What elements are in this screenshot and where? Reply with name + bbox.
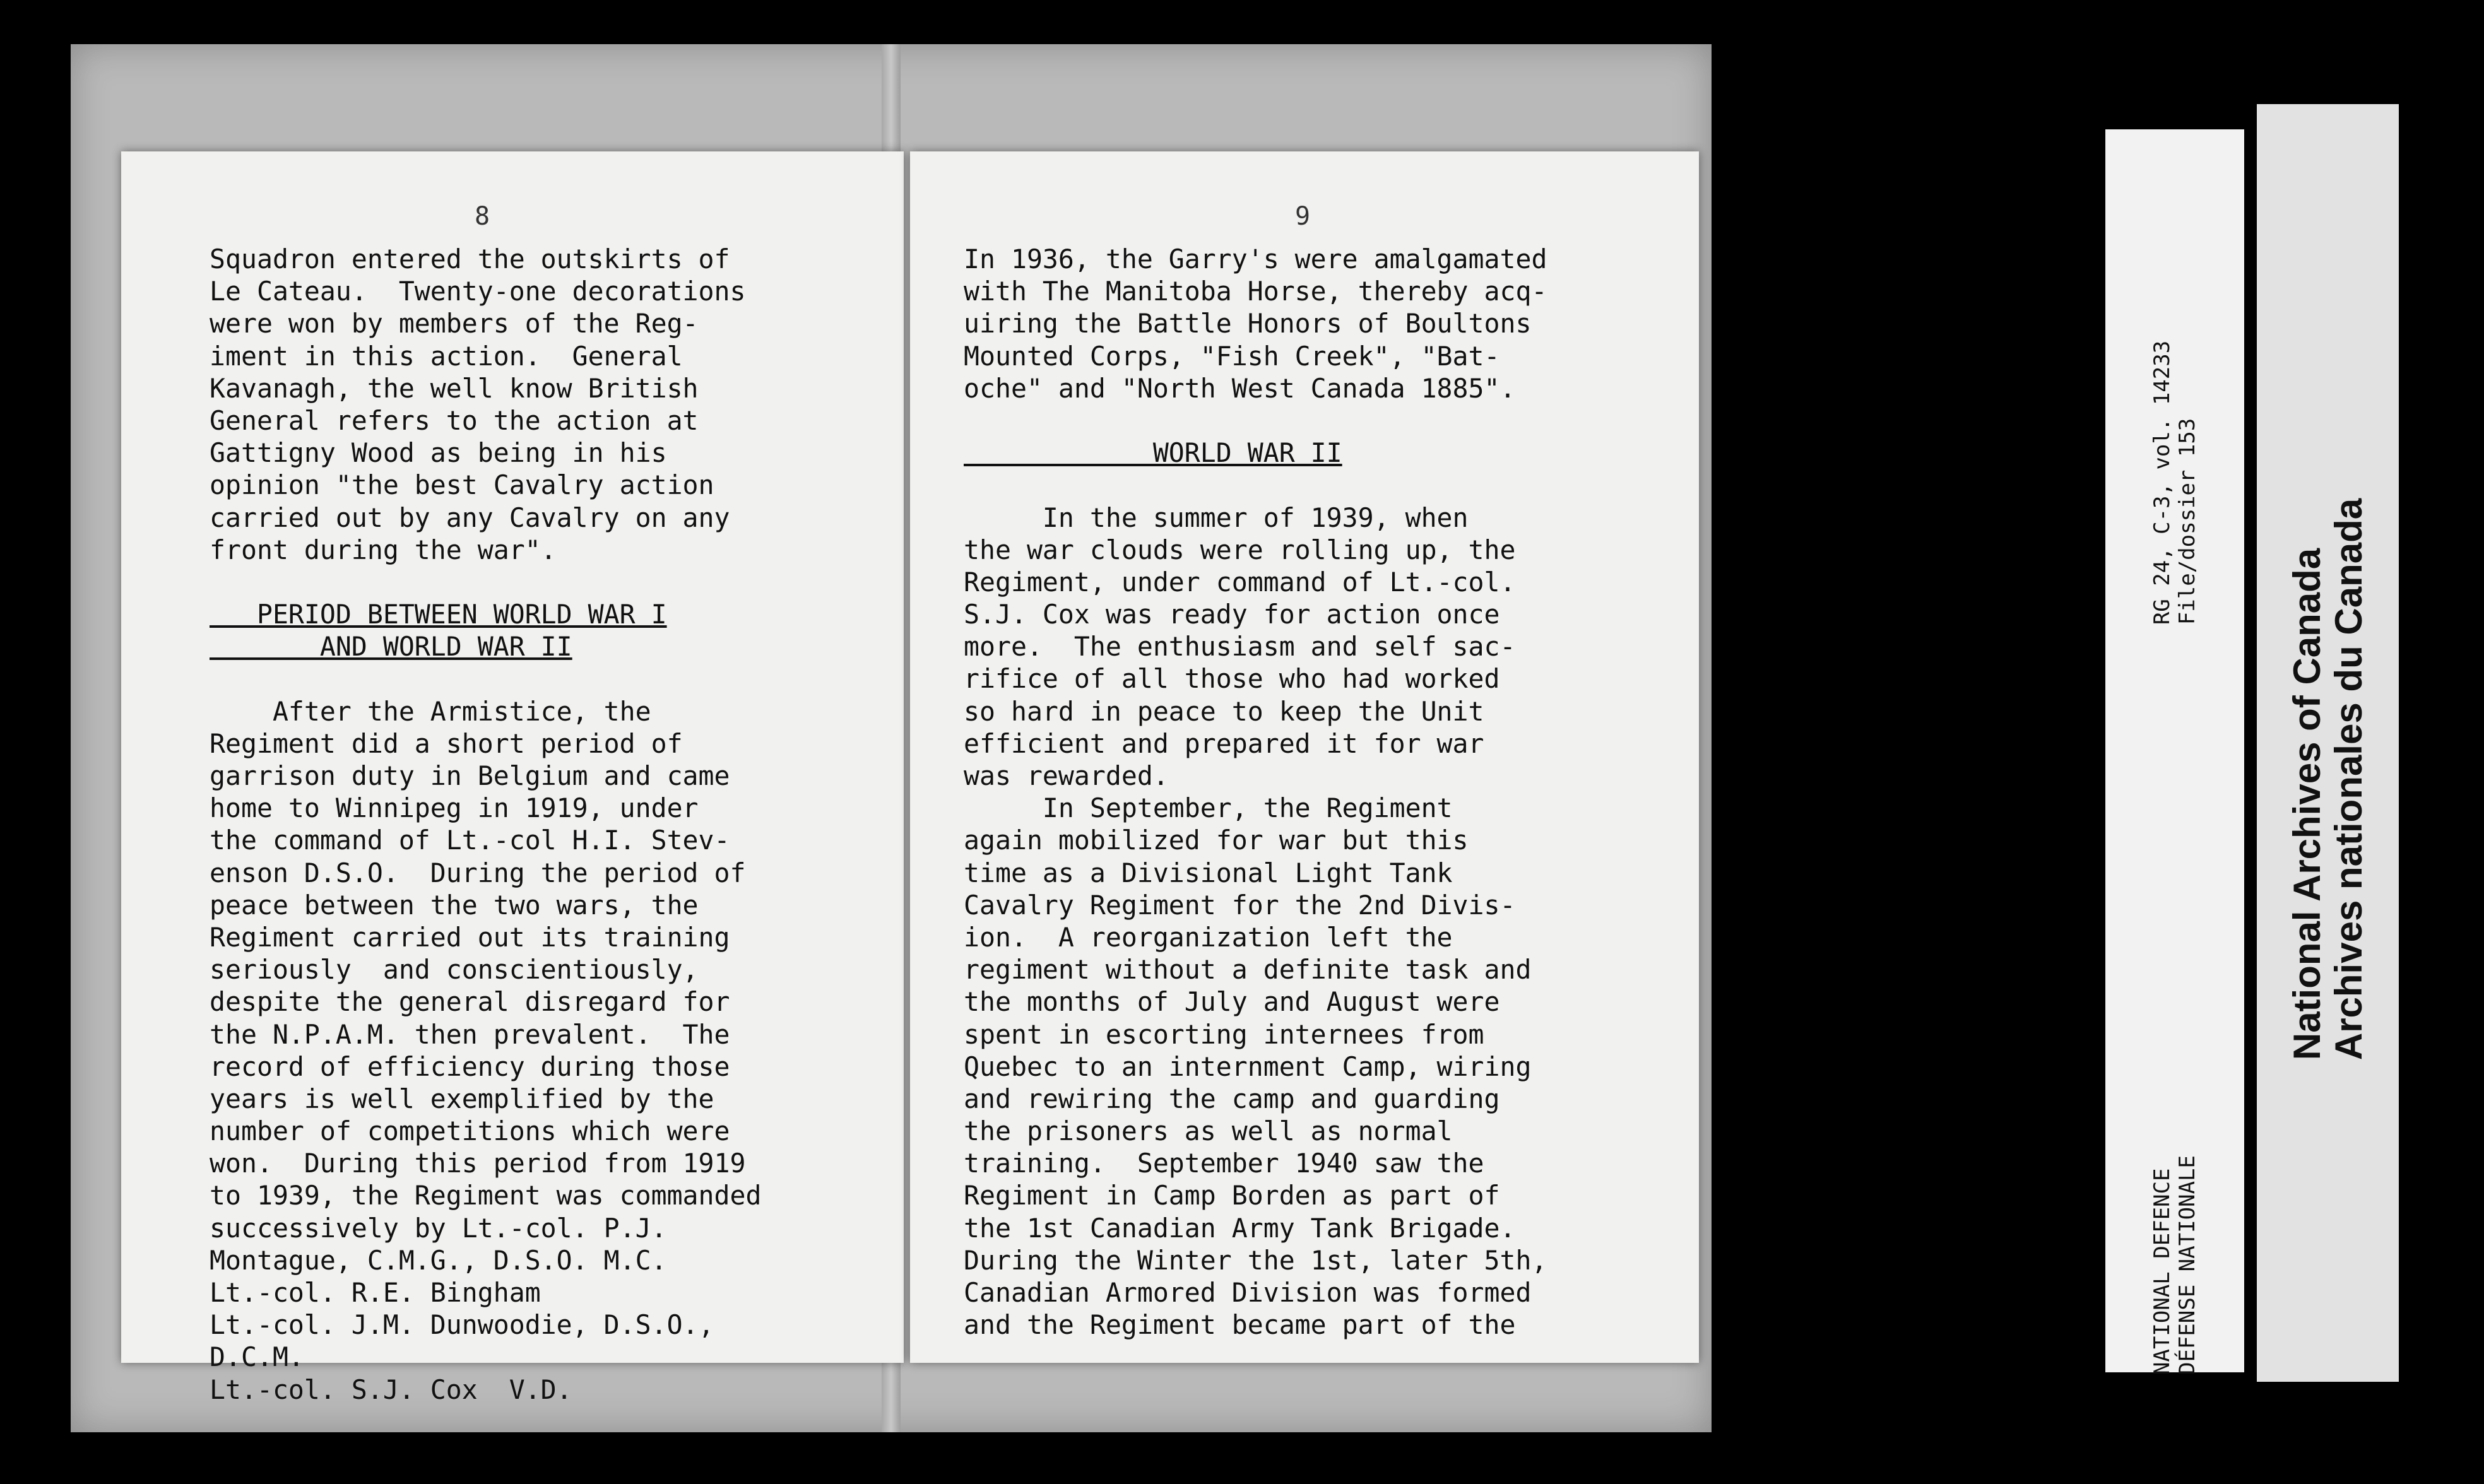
text-line: was rewarded. [964,760,1169,791]
text-line: In the summer of 1939, when [964,502,1469,533]
text-line: After the Armistice, the [210,695,651,727]
mounting-board [71,44,1712,1432]
text-line [210,662,891,695]
text-line: the prisoners as well as normal [964,1116,1453,1147]
section-heading: PERIOD BETWEEN WORLD WAR I [210,599,667,630]
text-line: D.C.M. [210,1341,304,1373]
text-line: the N.P.A.M. then prevalent. The [210,1018,730,1050]
text-line: record of efficiency during those [210,1051,730,1082]
section-heading: AND WORLD WAR II [210,631,572,662]
text-line: iment in this action. General [210,340,683,372]
text-line: Regiment carried out its training [210,921,730,953]
text-line: Montague, C.M.G., D.S.O. M.C. [210,1244,667,1276]
text-line: regiment without a definite task and [964,954,1532,986]
right-page-number: 9 [1295,202,1311,231]
text-line: successively by Lt.-col. P.J. [210,1212,667,1244]
text-line: Regiment, under command of Lt.-col. [964,566,1516,598]
section-heading: WORLD WAR II [964,437,1342,469]
text-line: enson D.S.O. During the period of [210,857,746,888]
left-page [121,151,904,1405]
text-line: peace between the two wars, the [210,889,699,921]
left-page-number: 8 [475,202,490,231]
text-line: Squadron entered the outskirts of [210,244,730,274]
text-line: opinion "the best Cavalry action [210,469,714,501]
text-line: In 1936, the Garry's were amalgamated [964,244,1547,274]
text-line: Gattigny Wood as being in his [210,437,667,469]
text-line: seriously and conscientiously, [210,954,699,986]
text-line: Lt.-col. J.M. Dunwoodie, D.S.O., [210,1309,714,1341]
text-line: Mounted Corps, "Fish Creek", "Bat- [964,340,1500,372]
text-line: home to Winnipeg in 1919, under [210,792,699,824]
text-line: Lt.-col. R.E. Bingham [210,1277,541,1308]
text-line: Kavanagh, the well know British [210,372,699,404]
text-line: and rewiring the camp and guarding [964,1083,1500,1114]
text-line: carried out by any Cavalry on any [210,502,730,533]
text-line: Regiment did a short period of [210,727,683,759]
archive-name-fr: Archives nationales du Canada [2327,498,2370,1061]
text-line [964,469,1689,501]
text-line: and the Regiment became part of the [964,1309,1516,1341]
archive-name-en: National Archives of Canada [2285,548,2328,1061]
text-line: training. September 1940 saw the [964,1148,1484,1179]
text-line: Quebec to an internment Camp, wiring [964,1051,1532,1082]
text-line: oche" and "North West Canada 1885". [964,372,1516,404]
text-line: front during the war". [210,534,557,565]
right-page [910,151,1699,1363]
reference-strip [2105,129,2244,1375]
right-page-text [964,243,1689,1341]
text-line: won. During this period from 1919 [210,1148,746,1179]
text-line: more. The enthusiasm and self sac- [964,631,1516,662]
text-line: Lt.-col. S.J. Cox V.D. [210,1374,572,1405]
text-line: During the Winter the 1st, later 5th, [964,1244,1547,1276]
text-line: spent in escorting internees from [964,1018,1484,1050]
text-line: the 1st Canadian Army Tank Brigade. [964,1212,1516,1244]
text-line: the command of Lt.-col H.I. Stev- [210,825,730,856]
text-line: efficient and prepared it for war [964,727,1484,759]
text-line: uiring the Battle Honors of Boultons [964,308,1532,339]
text-line: despite the general disregard for [210,986,730,1018]
text-line: so hard in peace to keep the Unit [964,695,1484,727]
left-page-text [210,243,891,1406]
text-line: the war clouds were rolling up, the [964,534,1516,565]
text-line: again mobilized for war but this [964,825,1469,856]
text-line: General refers to the action at [210,404,699,436]
text-line: time as a Divisional Light Tank [964,857,1453,888]
text-line: ion. A reorganization left the [964,921,1453,953]
record-group-ref: RG 24, C-3, vol. 14233 [2150,340,2175,625]
department-en: NATIONAL DEFENCE [2150,1168,2175,1375]
archive-strip [2257,104,2399,1382]
text-line: Le Cateau. Twenty-one decorations [210,276,746,307]
text-line: S.J. Cox was ready for action once [964,599,1500,630]
text-line: Regiment in Camp Borden as part of [964,1180,1500,1211]
department-fr: DÉFENSE NATIONALE [2175,1155,2200,1375]
text-line [964,404,1689,437]
text-line: rifice of all those who had worked [964,663,1500,695]
text-line: garrison duty in Belgium and came [210,760,730,791]
text-line: Cavalry Regiment for the 2nd Divis- [964,889,1516,921]
text-line: number of competitions which were [210,1116,730,1147]
text-line: with The Manitoba Horse, thereby acq- [964,276,1547,307]
text-line: Canadian Armored Division was formed [964,1277,1532,1308]
text-line [210,566,891,598]
text-line: years is well exemplified by the [210,1083,714,1114]
text-line: the months of July and August were [964,986,1500,1018]
file-ref: File/dossier 153 [2175,418,2200,625]
text-line: were won by members of the Reg- [210,308,699,339]
text-line: In September, the Regiment [964,792,1453,824]
text-line: to 1939, the Regiment was commanded [210,1180,762,1211]
